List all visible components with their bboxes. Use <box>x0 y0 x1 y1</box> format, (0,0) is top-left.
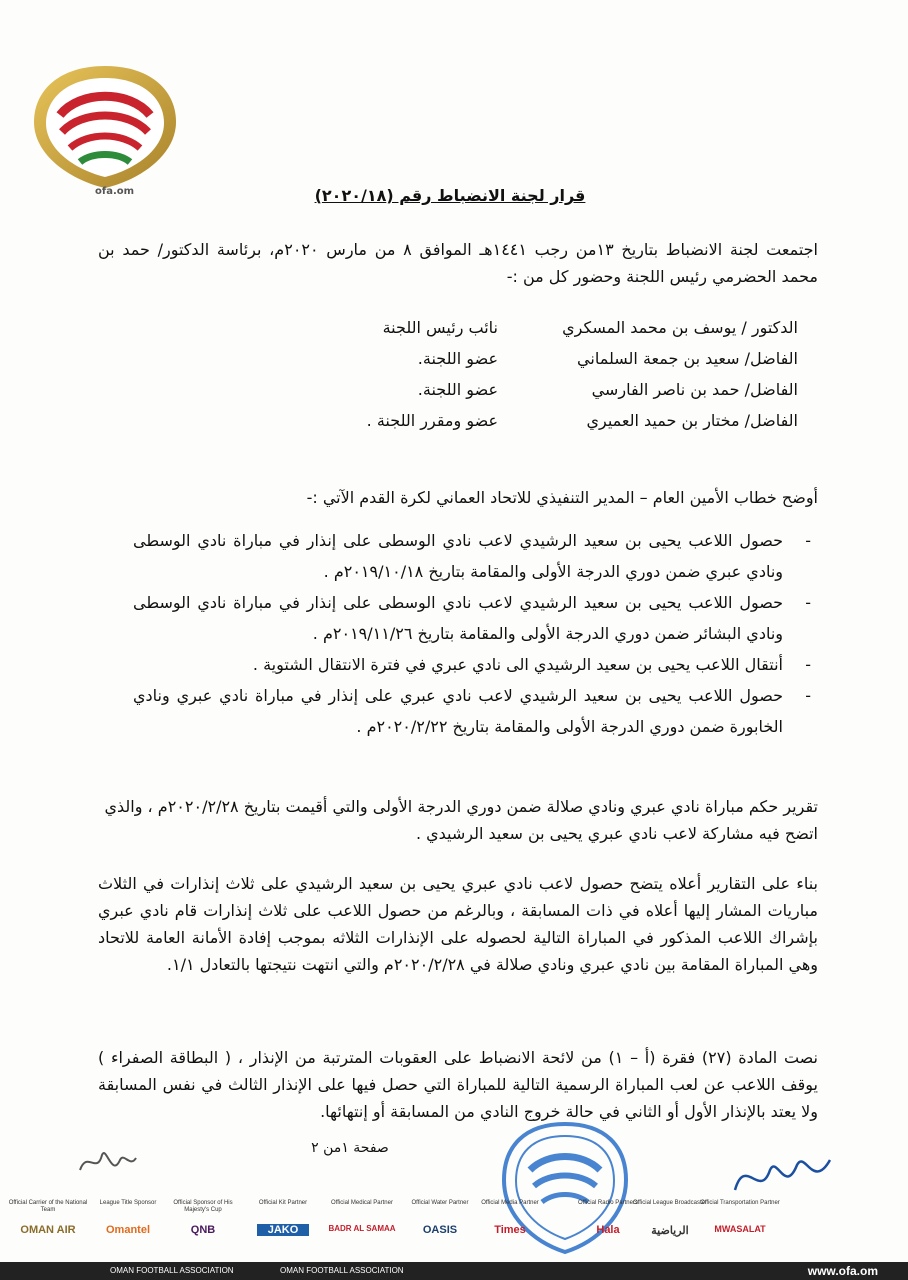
member-role: عضو ومقرر اللجنة . <box>366 411 498 430</box>
member-name: الدكتور / يوسف بن محمد المسكري <box>562 318 798 337</box>
sponsor-item <box>700 1200 780 1234</box>
sponsor-caption: Official Medical Partner <box>331 1200 393 1206</box>
member-role: عضو اللجنة. <box>417 349 498 368</box>
sponsor-item <box>243 1200 323 1236</box>
sponsor-brand: BADR AL SAMAA <box>328 1224 396 1233</box>
member-role: نائب رئيس اللجنة <box>382 318 498 337</box>
list-item: - حصول اللاعب يحيى بن سعيد الرشيدي لاعب نادي الوسطى على إنذار في مباراة نادي الوسطى ونادي عبري ضمن دوري الدرجة الأولى والمقامة بتاريخ ٢٠١٩/١٠/١٨م . <box>133 531 811 581</box>
list-item-text: حصول اللاعب يحيى بن سعيد الرشيدي لاعب نادي عبري على إنذار في مباراة نادي عبري ونادي الخابورة ضمن دوري الدرجة الأولى والمقامة بتاريخ ٢٠٢٠/٢/٢٢م . <box>133 686 783 736</box>
facts-list <box>133 525 811 742</box>
sponsor-item <box>88 1200 168 1236</box>
findings-paragraph: بناء على التقارير أعلاه يتضح حصول لاعب نادي عبري يحيى بن سعيد الرشيدي على ثلاث إنذارات في الثلاث مباريات المشار إليها أعلاه في ذات المسابقة ، وبالرغم من حصول اللاعب على ثلاث إنذارات قام نادي عبري بإشراك اللاعب المذكور في المباراة التالية لحصوله على الإنذارات الثلاثه بموجب إفادة الأمانة العامة للاتحاد وهي المباراة المقامة بين نادي عبري ونادي صلالة في ٢٠٢٠/٢/٢٨م والتي انتهت نتيجتها بالتعادل ١/١. <box>98 874 818 974</box>
member-name: الفاضل/ حمد بن ناصر الفارسي <box>591 380 798 399</box>
list-item: - أنتقال اللاعب يحيى بن سعيد الرشيدي الى نادي عبري في فترة الانتقال الشتوية . <box>252 655 811 674</box>
facebook-link[interactable]: OMAN FOOTBALL ASSOCIATION <box>110 1266 234 1275</box>
member-name: الفاضل/ سعيد بن جمعة السلماني <box>577 349 798 368</box>
sponsor-caption: Official League Broadcaster <box>633 1200 707 1206</box>
explain-paragraph: أوضح خطاب الأمين العام – المدير التنفيذي للاتحاد العماني لكرة القدم الآتي :- <box>306 488 818 507</box>
sponsor-brand: Hala <box>596 1224 620 1236</box>
sponsor-brand: Omantel <box>105 1224 150 1236</box>
sponsor-brand: JAKO <box>257 1224 309 1236</box>
ofa-logo <box>30 60 180 190</box>
decision-title: قرار لجنة الانضباط رقم (٢٠٢٠/١٨) <box>314 186 586 205</box>
sponsor-item <box>470 1200 550 1236</box>
referee-report-paragraph: تقرير حكم مباراة نادي عبري ونادي صلالة ضمن دوري الدرجة الأولى والتي أقيمت بتاريخ ٢٠٢٠/٢/٢٨م ، والذي اتضح فيه مشاركة لاعب نادي عبري يحيى بن سعيد الرشيدي . <box>104 797 818 843</box>
logo-site-text: ofa.om <box>95 186 135 197</box>
list-item-text: أنتقال اللاعب يحيى بن سعيد الرشيدي الى نادي عبري في فترة الانتقال الشتوية . <box>252 655 783 674</box>
sponsor-brand: الرياضية <box>651 1225 689 1237</box>
intro-paragraph: اجتمعت لجنة الانضباط بتاريخ ١٣من رجب ١٤٤١هـ الموافق ٨ من مارس ٢٠٢٠م، برئاسة الدكتور/ حمد بن محمد الحضرمي رئيس اللجنة وحضور كل من :- <box>98 240 819 286</box>
sponsor-item <box>322 1200 402 1233</box>
sponsor-brand: QNB <box>190 1224 216 1236</box>
committee-members <box>278 312 798 436</box>
sponsor-brand: Times <box>494 1224 526 1236</box>
footer-bar <box>0 1262 908 1280</box>
sponsor-item <box>8 1200 88 1236</box>
sponsor-strip <box>0 1200 908 1258</box>
sponsor-brand: OMAN AIR <box>20 1224 76 1236</box>
member-name: الفاضل/ مختار بن حميد العميري <box>586 411 798 430</box>
sponsor-item <box>400 1200 480 1236</box>
twitter-link[interactable]: OMAN FOOTBALL ASSOCIATION <box>280 1266 404 1275</box>
sponsor-caption: Official Kit Partner <box>258 1200 308 1206</box>
sponsor-caption: Official Media Partner <box>481 1200 539 1206</box>
member-role: عضو اللجنة. <box>417 380 498 399</box>
article-paragraph: نصت المادة (٢٧) فقرة (أ – ١) من لائحة الانضباط على العقوبات المترتبة من الإنذار ، ( البطاقة الصفراء ) يوقف اللاعب عن لعب المباراة الرسمية التالية للمباراة التي حصل فيها على الإنذار الثالث في نفس المسابقة ولا يعتد بالإنذار الأول أو الثاني في حالة خروج النادي من المسابقة أو إنتهائها. <box>98 1048 819 1121</box>
member-row <box>278 343 798 374</box>
list-item-text: حصول اللاعب يحيى بن سعيد الرشيدي لاعب نادي الوسطى على إنذار في مباراة نادي الوسطى ونادي البشائر ضمن دوري الدرجة الأولى والمقامة بتاريخ ٢٠١٩/١١/٢٦م . <box>133 593 783 643</box>
signature-left-icon <box>72 1140 142 1185</box>
sponsor-item <box>630 1200 710 1237</box>
sponsor-caption: League Title Sponsor <box>99 1200 157 1206</box>
page-number: صفحة ١من ٢ <box>311 1140 389 1156</box>
ofa-logo-icon <box>30 60 180 190</box>
list-item: - حصول اللاعب يحيى بن سعيد الرشيدي لاعب نادي عبري على إنذار في مباراة نادي عبري ونادي الخابورة ضمن دوري الدرجة الأولى والمقامة بتاريخ ٢٠٢٠/٢/٢٢م . <box>133 686 811 736</box>
sponsor-caption: Official Carrier of the National Team <box>8 1200 88 1213</box>
list-item: - حصول اللاعب يحيى بن سعيد الرشيدي لاعب نادي الوسطى على إنذار في مباراة نادي الوسطى ونادي البشائر ضمن دوري الدرجة الأولى والمقامة بتاريخ ٢٠١٩/١١/٢٦م . <box>133 593 811 643</box>
sponsor-caption: Official Transportation Partner <box>700 1200 780 1206</box>
sponsor-caption: Official Water Partner <box>411 1200 469 1206</box>
member-row <box>278 374 798 405</box>
sponsor-caption: Official Radio Partners <box>578 1200 638 1206</box>
list-item-text: حصول اللاعب يحيى بن سعيد الرشيدي لاعب نادي الوسطى على إنذار في مباراة نادي الوسطى ونادي عبري ضمن دوري الدرجة الأولى والمقامة بتاريخ ٢٠١٩/١٠/١٨م . <box>133 531 783 581</box>
member-row <box>278 312 798 343</box>
website-link[interactable]: www.ofa.om <box>807 1264 878 1278</box>
member-row <box>278 405 798 436</box>
sponsor-brand: MWASALAT <box>714 1224 766 1234</box>
sponsor-brand: OASIS <box>422 1224 458 1236</box>
sponsor-caption: Official Sponsor of His Majesty's Cup <box>173 1200 233 1213</box>
sponsor-item <box>163 1200 243 1236</box>
